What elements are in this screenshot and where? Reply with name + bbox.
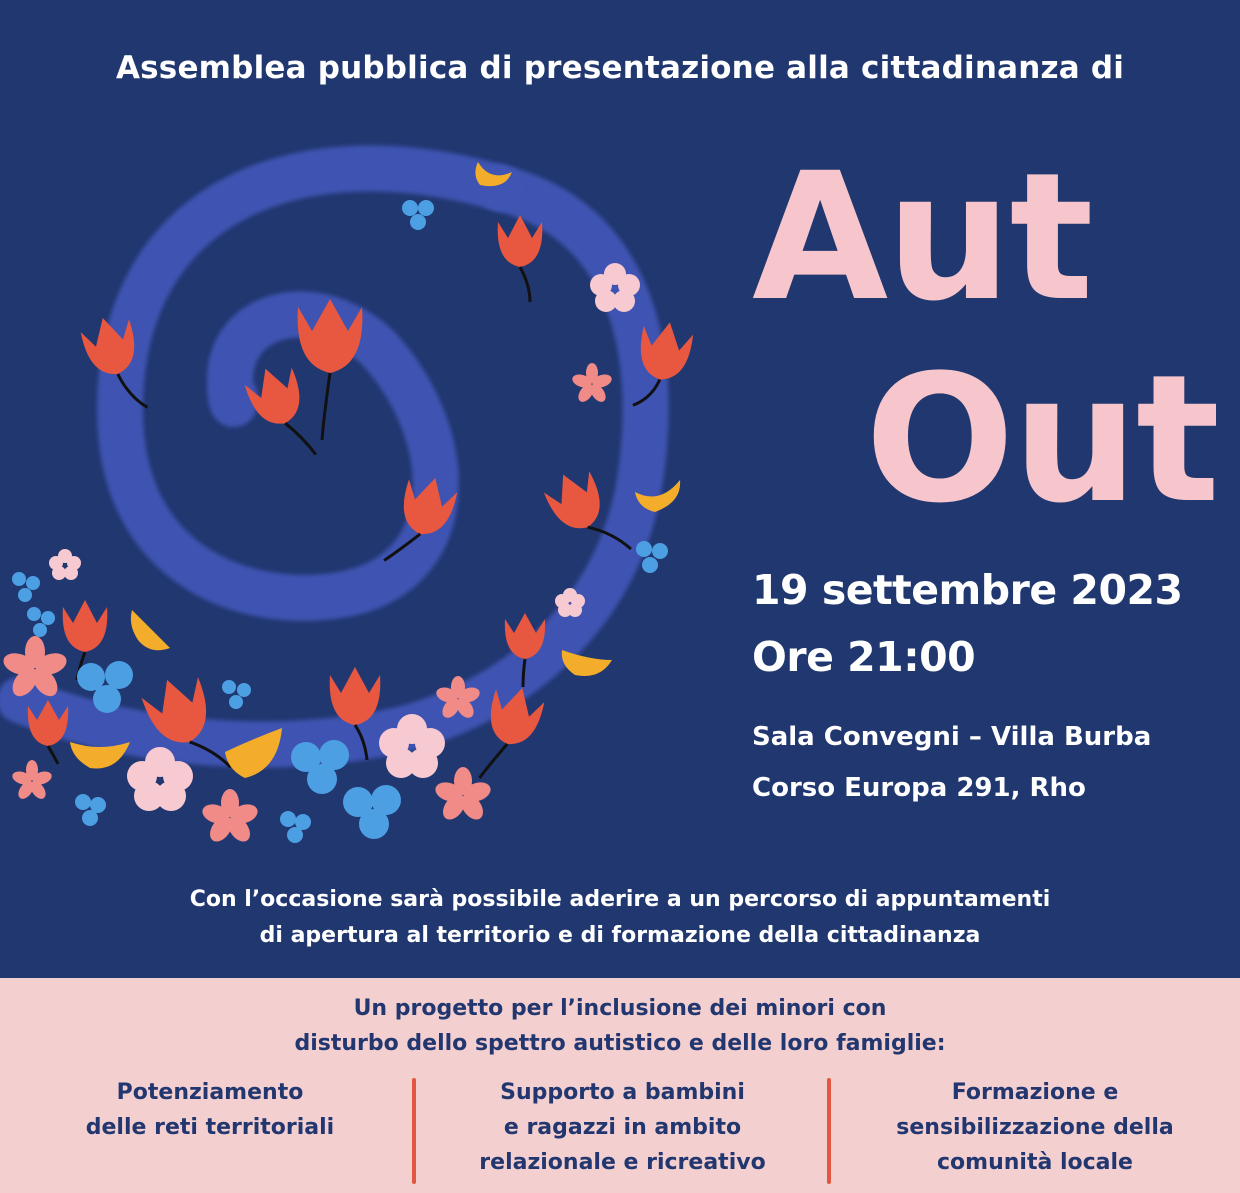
pillar-support xyxy=(440,1075,805,1180)
blue-flower-icon xyxy=(75,794,106,826)
title-word-out: Out xyxy=(865,337,1219,542)
pillar-line: comunità locale xyxy=(937,1150,1133,1175)
yellow-petal-icon xyxy=(131,610,170,650)
coral-flower-icon xyxy=(433,767,493,824)
intro-line-1: Con l’occasione sarà possibile aderire a un percorso di appuntamenti xyxy=(189,887,1051,912)
pillar-line: Supporto a bambini xyxy=(500,1080,745,1105)
title-word-aut: Aut xyxy=(752,135,1092,340)
project-line-1: Un progetto per l’inclusione dei minori con xyxy=(353,996,887,1021)
pillar-training xyxy=(860,1075,1210,1180)
blue-flower-icon xyxy=(402,200,434,230)
pillar-line: relazionale e ricreativo xyxy=(479,1150,766,1175)
pillar-line: Potenziamento xyxy=(116,1080,304,1105)
yellow-petal-icon xyxy=(562,650,612,676)
pillar-line: Formazione e xyxy=(951,1080,1119,1105)
intro-line-2: di apertura al territorio e di formazione della cittadinanza xyxy=(259,923,981,948)
project-band xyxy=(0,978,1240,1193)
event-address: Corso Europa 291, Rho xyxy=(752,773,1086,803)
coral-flower-icon xyxy=(200,789,260,846)
pillar-line: delle reti territoriali xyxy=(85,1115,335,1140)
coral-flower-icon xyxy=(11,760,54,802)
column-divider xyxy=(827,1078,831,1184)
event-venue: Sala Convegni – Villa Burba xyxy=(752,722,1152,752)
blue-flower-icon xyxy=(222,680,251,709)
headline: Assemblea pubblica di presentazione alla cittadinanza di xyxy=(115,50,1125,86)
spiral-with-flowers-illustration xyxy=(0,140,720,860)
event-date: 19 settembre 2023 xyxy=(752,566,1183,614)
coral-flower-icon xyxy=(571,363,614,405)
blue-flower-icon xyxy=(280,811,311,843)
project-line-2: disturbo dello spettro autistico e delle loro famiglie: xyxy=(294,1031,946,1056)
blue-flower-icon xyxy=(12,572,40,602)
column-divider xyxy=(412,1078,416,1184)
blue-flower-icon xyxy=(343,785,401,839)
pink-flower-icon xyxy=(49,549,81,580)
pillar-line: sensibilizzazione della xyxy=(896,1115,1174,1140)
pillar-networks xyxy=(40,1075,380,1145)
pillar-line: e ragazzi in ambito xyxy=(503,1115,742,1140)
blue-flower-icon xyxy=(27,607,55,637)
event-time: Ore 21:00 xyxy=(752,633,976,681)
tulip-icon xyxy=(498,215,543,302)
